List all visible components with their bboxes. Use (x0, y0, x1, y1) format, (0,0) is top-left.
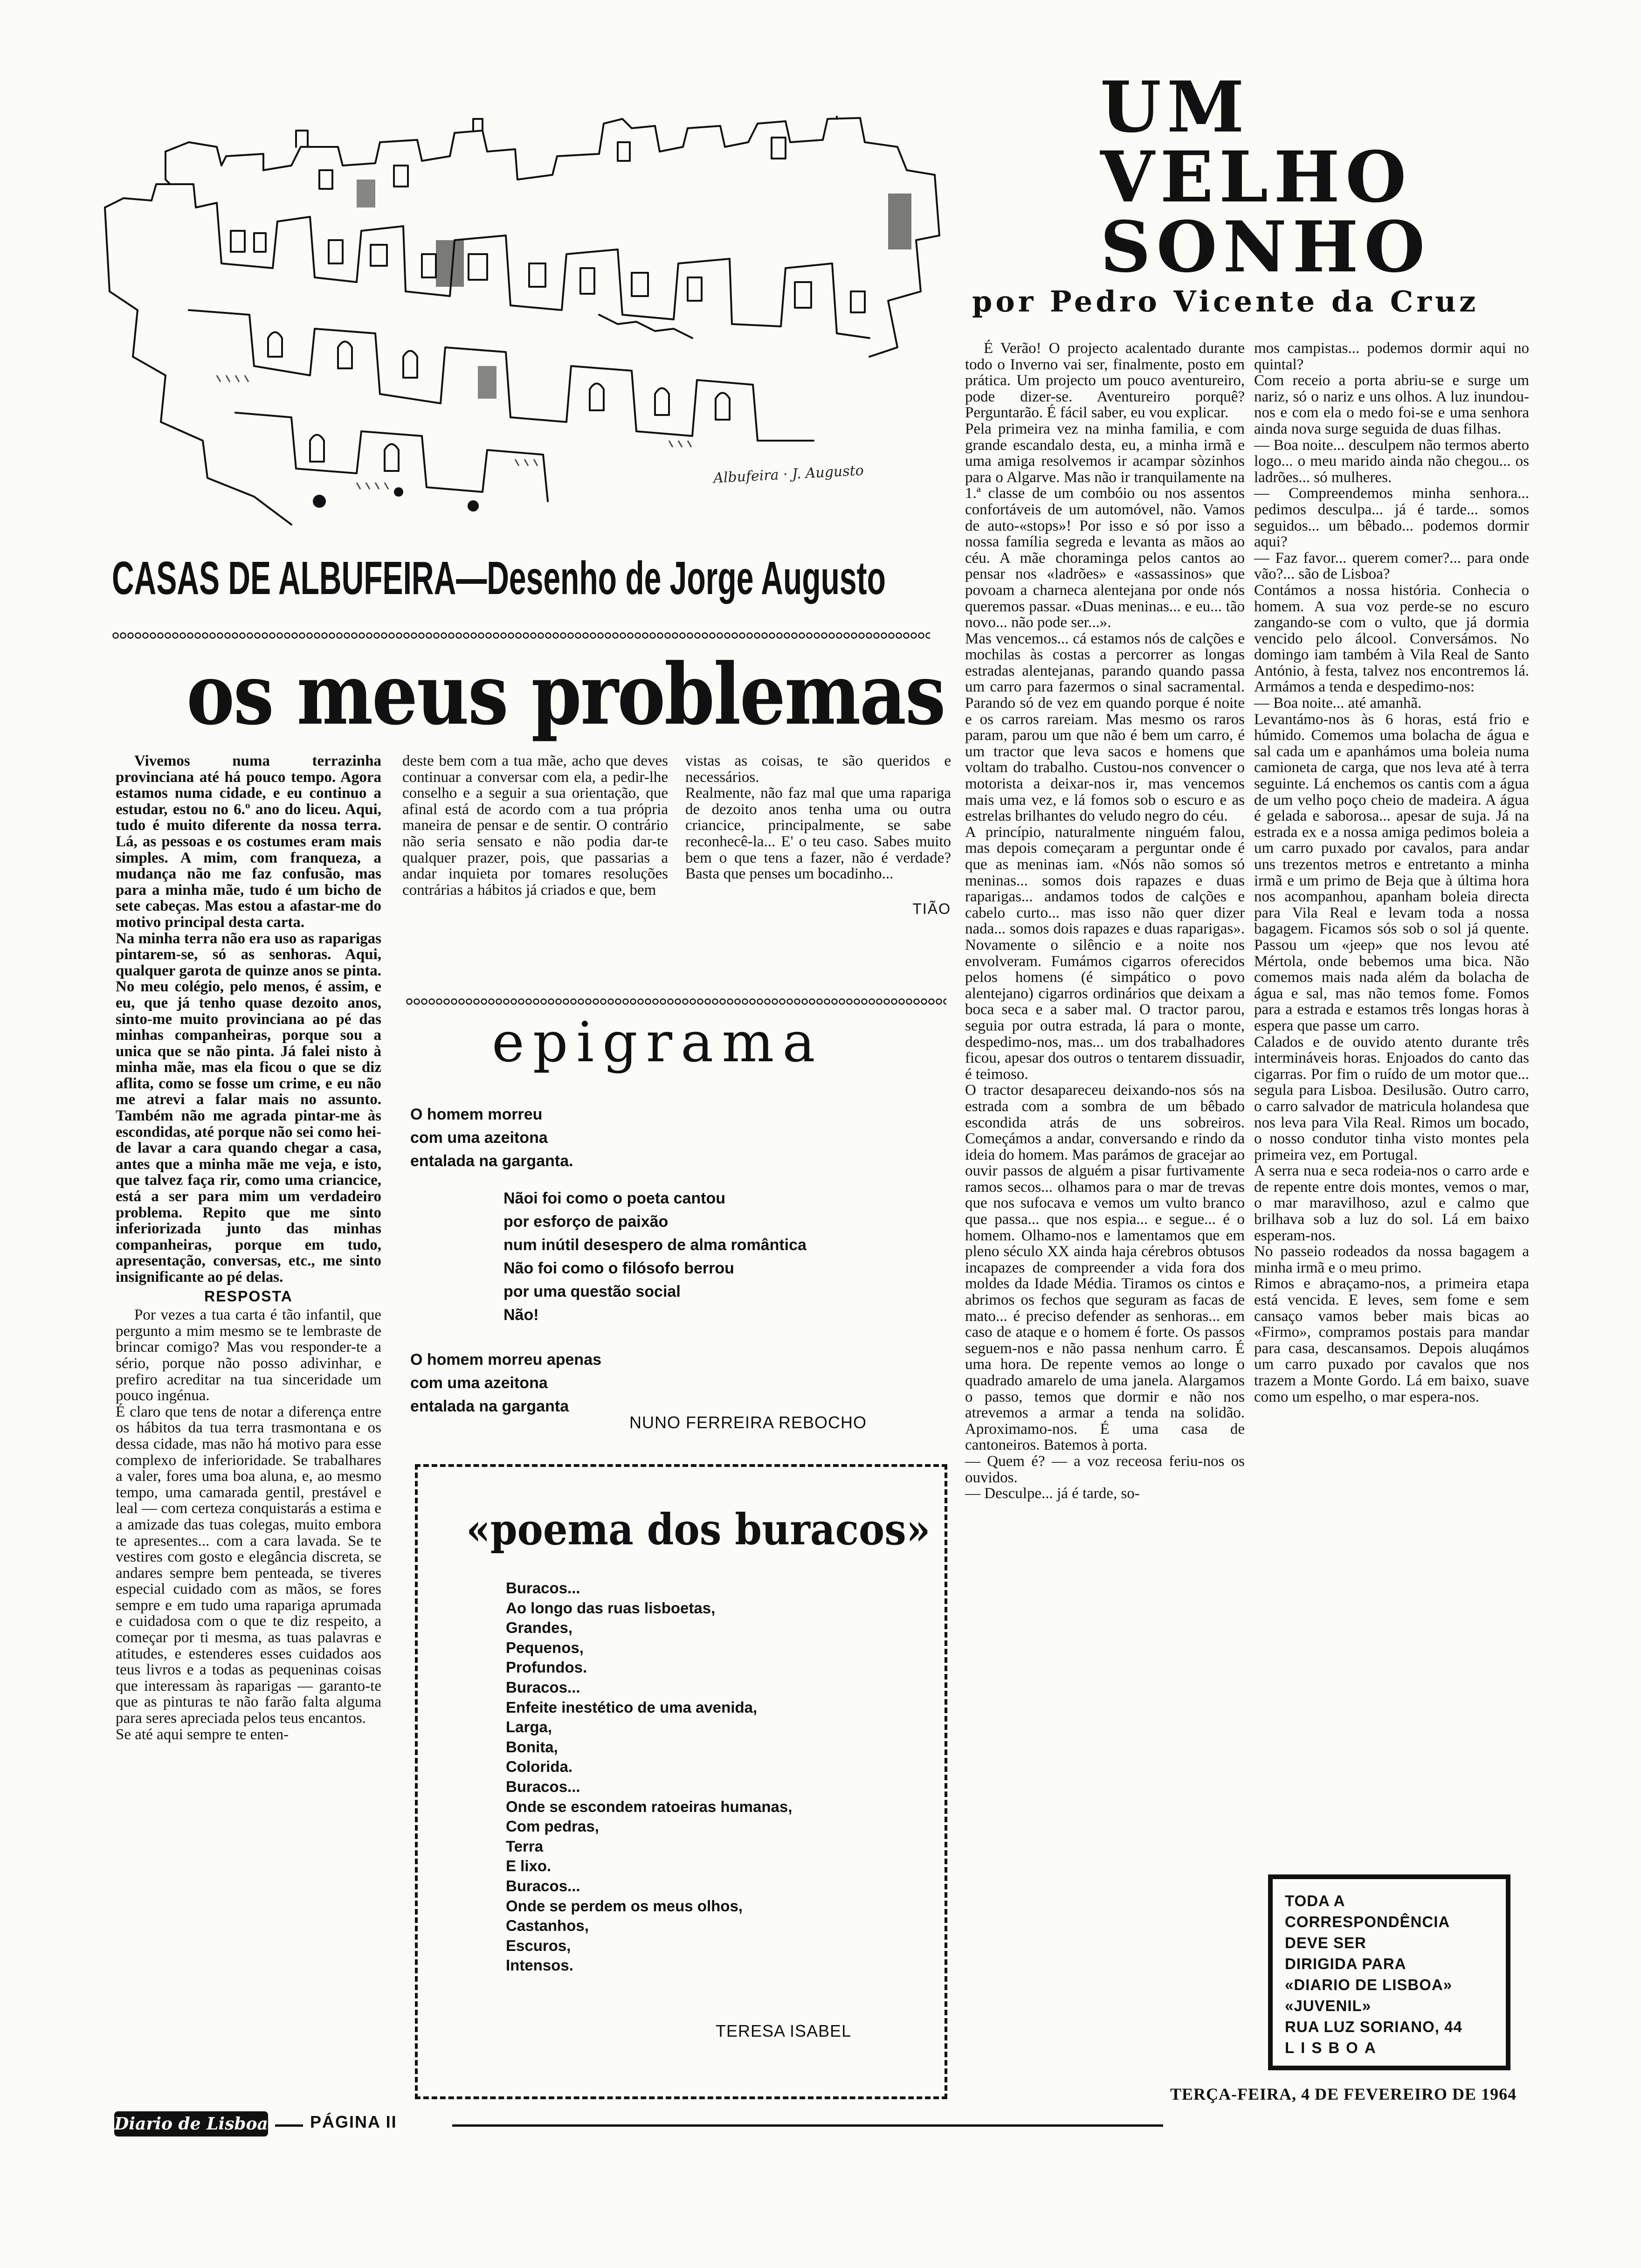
correspondence-line: RUA LUZ SORIANO, 44 (1285, 2018, 1462, 2035)
poem-line: O homem morreu (410, 1106, 543, 1123)
epigrama-stanza-3 (410, 1348, 942, 1418)
poem-line: Profundos. (506, 1659, 587, 1676)
poem-line: E lixo. (506, 1857, 552, 1875)
poem-line: Buracos... (506, 1777, 580, 1795)
poem-line: com uma azeitona (410, 1129, 548, 1147)
poem-line: Onde se perdem os meus olhos, (506, 1897, 743, 1915)
problems-heading: os meus problemas (186, 645, 945, 744)
poem-line: Ao longo das ruas lisboetas, (506, 1599, 716, 1617)
epigrama-stanza-2 (503, 1187, 942, 1327)
correspondence-line: «DIARIO DE LISBOA» (1285, 1976, 1453, 1993)
poem-line: Não! (503, 1306, 539, 1324)
story-title (1100, 66, 1431, 288)
epigrama-stanza-1 (410, 1103, 942, 1173)
poem-line: Buracos... (506, 1579, 580, 1597)
poem-line: Nãoi foi como o poeta cantou (503, 1189, 726, 1207)
story-text-col2: mos campistas... podemos dormir aqui no quintal? Com receio a porta abriu-se e surge um nariz, só o nariz e uns olhos. A luz inundou-nos e com ela o medo foi-se e uma senhora ainda nova surge seguida de duas filhas. — Boa noite... desculpem não termos aberto logo... o meu marido ainda não chegou... os ladrões... só mulheres. — Compreendemos minha senhora... pedimos desculpa... já é tarde... somos seguidos... um bêbado... podemos dormir aqui? — Faz favor... querem comer?... para onde vão?... são de Lisboa? Contámos a nossa história. Conhecia o homem. A sua voz perde-se no escuro zangando-se com o vulto, que já dormia vencido pelo álcool. Conversámos. No domingo iam também à Vila Real de Santo António, à festa, talvez nos encontremos lá. Armámos a tenda e despedimo-nos: — Boa noite... até amanhã. Levantámo-nos às 6 horas, está frio e húmido. Comemos uma bolacha de água e sal cada um e apanhámos uma boleia numa camioneta de carga, que nos leva até à terra seguinte. Lá enchemos os cantis com a água de um velho poço cheio de madeira. A água é gelada e saborosa... apesar de suja. Já na estrada ex e a nossa amiga pedimos boleia a um carro puxado por cavalos, para andar uns trezentos metros e entretanto a minha irmã e um primo de Beja que à última hora nos acompanhou, apanham boleia directa para Vila Real e levam toda a nossa bagagem. Ficamos sós sob o sol já quente. Passou um «jeep» que nos levou até Mértola, onde bebemos uma bica. Não comemos mais nada além da bolacha de água e sal, mas não temos fome. Fomos para a estrada e estamos três longas horas à espera que passe um carro. Calados e de ouvido atento durante três intermináveis horas. Enjoados do canto das cigarras. Por fim o ruído de um motor que... segula para Lisboa. Desilusão. Outro carro, o carro salvador de matricula holandesa que nos leva para Vila Real. Rimos um bocado, o nosso condutor tinha visto montes pela primeira vez, em Portugal. A serra nua e seca rodeia-nos o carro arde e de repente entre dois montes, vemos o mar, o mar maravilhoso, azul e calmo que brilhava sob a luz do sol. Lá em baixo esperam-nos. No passeio rodeados da nossa bagagem a minha irmã e o meu primo. Rimos e abraçamo-nos, a primeira etapa está vencida. E leves, sem fome e sem cansaço vamos beber mais bicas ao «Firmo», compramos postais para mandar para casa, descansamos. Depois aluqámos um carro puxado por cavalos que nos trazem a Monte Gordo. Lá em baixo, suave como um espelho, o mar espera-nos. (1254, 340, 1529, 1405)
poema-title: «poema dos buracos» (466, 1504, 931, 1555)
response-label: RESPOSTA (204, 1287, 293, 1305)
poem-line: entalada na garganta. (410, 1152, 573, 1170)
poema-lines (506, 1578, 792, 1976)
poema-author: TERESA ISABEL (716, 2021, 852, 2040)
footer-masthead (114, 2111, 268, 2137)
problems-column-3 (685, 753, 951, 917)
poem-line: Colorida. (506, 1758, 573, 1776)
poem-line: Enfeite inestético de uma avenida, (506, 1698, 758, 1716)
poem-line: por uma questão social (503, 1283, 681, 1300)
correspondence-line: «JUVENIL» (1285, 1997, 1372, 2014)
letter-text: Vivemos numa terrazinha provinciana até há pouco tempo. Agora estamos numa cidade, e eu continuo a estudar, estou no 6.º ano do liceu. Aqui, tudo é muito diferente da nossa terra. Lá, as pessoas e os costumes eram mais simples. A mim, com franqueza, a mudança não me faz confusão, mas para a minha mãe, tudo é um bicho de sete cabeças. Mas estou a afastar-me do motivo principal desta carta. Na minha terra não era uso as raparigas pintarem-se, só as senhoras. Aqui, qualquer garota de quinze anos se pinta. No meu colégio, pelo menos, é assim, e eu, que já tenho quase dezoito anos, sinto-me muito provinciana ao pé das minhas companheiras, porque sou a unica que se não pinta. Já falei nisto à minha mãe, mas ela ficou o que se diz aflita, como se fosse um crime, e eu não me atrevi a falar mais no assunto. Também não me agrada pintar-me às escondidas, até porque não sei como hei-de lavar a cara quando chegar a casa, antes que a minha mãe me veja, e isto, que talvez faça rir, como uma criancice, está a ser para mim um verdadeiro problema. Repito que me sinto inferiorizada junto das minhas companheiras, porque em tudo, apresentação, conversas, etc., me sinto insignificante ao pé delas. (116, 753, 381, 1286)
story-title-line: UM (1100, 66, 1250, 148)
poem-line: por esforço de paixão (503, 1213, 669, 1231)
poem-line: Onde se escondem ratoeiras humanas, (506, 1798, 793, 1815)
poem-line: Bonita, (506, 1738, 558, 1756)
poem-line: Buracos... (506, 1678, 580, 1696)
poem-line: Larga, (506, 1718, 552, 1736)
poem-line: Buracos... (506, 1877, 580, 1895)
correspondence-line: CORRESPONDÊNCIA (1285, 1913, 1450, 1930)
response-text-col1: Por vezes a tua carta é tão infantil, que pergunto a mim mesmo se te lembraste de brincar comigo? Mas vou responder-te a sério, porque não posso adivinhar, e prefiro acreditar na tua sinceridade um pouco ingénua. É claro que tens de notar a diferença entre os hábitos da tua terra trasmontana e os dessa cidade, mas não há motivo para esse complexo de inferioridade. Se trabalhares a valer, fores uma boa aluna, e, ao mesmo tempo, uma camarada gentil, prestável e leal — com certeza conquistarás a estima e a amizade das tuas colegas, muito embora te apresentes... com a cara lavada. Se te vestires com gosto e elegância discreta, se andares sempre bem penteada, se tiveres especial cuidado com as mãos, se fores sempre e em tudo uma rapariga aprumada e cuidadosa com o que te diz respeito, a começar por ti mesma, as tuas palavras e atitudes, e estenderes esses cuidados aos teus livros e a todas as pequeninas coisas que interessam às raparigas — garanto-te que as pinturas te não farão falta alguma para seres apreciada pelos teus encantos. Se até aqui sempre te enten- (116, 1307, 381, 1743)
response-text-col2: deste bem com a tua mãe, acho que deves continuar a conversar com ela, a pedir-lhe conselho e a seguir a sua orientação, que afinal está de acordo com a tua própria maneira de pensar e de sentir. O contrário não seria sensato e não podia dar-te qualquer prazer, pois, que passarias a andar inquieta por tomares resoluções contrárias a hábitos já criados e que, bem (402, 753, 668, 899)
decorative-ruler-epigrama (406, 998, 946, 1005)
poem-line: com uma azeitona (410, 1374, 548, 1392)
footer-rule-1 (275, 2124, 303, 2127)
footer-date: TERÇA-FEIRA, 4 DE FEVEREIRO DE 1964 (1170, 2085, 1517, 2103)
poem-line: Grandes, (506, 1619, 573, 1637)
story-title-line: VELHO (1100, 136, 1412, 218)
response-signature: TIÃO (912, 900, 951, 917)
epigrama-title: epigrama (492, 1010, 824, 1074)
story-title-line: SONHO (1100, 206, 1431, 288)
story-text-col1: É Verão! O projecto acalentado durante todo o Inverno vai ser, finalmente, posto em prática. Um projecto um pouco aventureiro, pode dizer-se. Aventureiro porquê? Perguntarão. É fácil saber, eu vou explicar. Pela primeira vez na minha familia, e com grande escandalo desta, eu, a minha irmã e uma amiga resolvemos ir acampar sòzinhos para o Algarve. Mas não ir tranquilamente na 1.ª classe de um combóio ou nos assentos confortáveis de um automóvel, não. Vamos de auto-«stops»! Por isso e só por isso a nossa família segreda e levanta as mãos ao céu. A mãe choraminga pelos cantos ao pensar nos «ladrões» e «assassinos» que povoam a charneca alentejana por onde nós queremos passar. «Duas meninas... e eu... tão novo... não pode ser...». Mas vencemos... cá estamos nós de calções e mochilas às costas a percorrer as longas estradas alentejanas, parando quando passa um carro para fazermos o sinal sacramental. Parando só de vez em quando porque é noite e os carros rareiam. Mas mesmo os raros param, parou um que não é bem um carro, é um tractor que leva sacos e homens que voltam do trabalho. Custou-nos convencer o motorista a deixar-nos ir, mas vencemos mais uma vez, e lá fomos sob o escuro e as estrelas brilhantes do veludo negro do céu. A princípio, naturalmente ninguém falou, mas depois começaram a perguntar onde é que as meninas iam. «Nós não somos só meninas... somos dois rapazes e duas raparigas... andamos todos de calções e cabelo curto... mas isso não quer dizer nada... somos dois rapazes e duas raparigas». Novamente o silêncio e a noite nos envolveram. Fumámos cigarros oferecidos pelos homens (é simpático o povo alentejano) cigarros ordinários que deixam a boca seca e a saber mal. O tractor parou, seguia por outra estrada, lá para o monte, despedimo-nos, mas... um dos trabalhadores ficou, apesar dos outros o tentarem dissuadir, é teimoso. O tractor desapareceu deixando-nos sós na estrada com a sombra de um bêbado escondida atrás de uns sobreiros. Começámos a andar, conversando e rindo da ideia do homem. Mas parámos de gracejar ao ouvir passos de alguém a pisar furtivamente ramos secos... olhamos para o mar de trevas que nos sufocava e vemos um vulto branco que passa... que nos espia... e segue... é o homem. Olhamo-nos e lamentamos que em pleno século XX ainda haja cérebros obtusos incapazes de compreender a vida fora dos moldes da Idade Média. Tiramos os cintos e abrimos os fechos que seguram as facas de mato... é preciso defender as senhoras... em caso de ataque e o homem é forte. Os passos seguem-nos e não passa nenhum carro. É uma hora. De repente vemos ao longe o quadrado amarelo de uma janela. Alargamos o passo, temos que dormir e não nos atrevemos a armar a tenda na solidão. Aproximamo-nos. É uma casa de cantoneiros. Batemos à porta. — Quem é? — a voz receosa feriu-nos os ouvidos. — Desculpe... já é tarde, so- (965, 340, 1245, 1502)
correspondence-line: DEVE SER (1285, 1934, 1366, 1951)
correspondence-line: TODA A (1285, 1892, 1345, 1909)
poem-line: Com pedras, (506, 1818, 599, 1835)
epigrama-poem (410, 1103, 942, 1418)
poem-line: entalada na garganta (410, 1397, 569, 1415)
story-byline: por Pedro Vicente da Cruz (972, 284, 1479, 318)
poem-line: O homem morreu apenas (410, 1351, 602, 1369)
caption-title: CASAS DE ALBUFEIRA (112, 552, 456, 604)
footer-rule-2 (452, 2124, 1163, 2127)
response-text-col3: vistas as coisas, te são queridos e necessários. Realmente, não faz mal que uma rapariga de dezoito anos tenha uma ou outra criancice, principalmente, se sabe reconhecê-la... E' o teu caso. Sabes muito bem o que tens a fazer, não é verdade? Basta que penses um bocadinho... (685, 753, 951, 883)
masthead-text: Diario de Lisboa (114, 2114, 268, 2134)
poem-line: Não foi como o filósofo berrou (503, 1259, 734, 1277)
story-column-2 (1254, 340, 1529, 1405)
correspondence-line: LISBOA (1285, 2039, 1382, 2056)
poem-line: Pequenos, (506, 1639, 584, 1656)
footer-page: PÁGINA II (310, 2112, 397, 2131)
epigrama-author: NUNO FERREIRA REBOCHO (629, 1413, 867, 1432)
story-column-1 (965, 340, 1245, 1502)
artist-signature: Albufeira · J. Augusto (713, 462, 864, 487)
correspondence-line: DIRIGIDA PARA (1285, 1955, 1407, 1972)
poem-line: Terra (506, 1837, 544, 1855)
poem-line: Intensos. (506, 1957, 573, 1974)
problems-column-1 (116, 753, 381, 1742)
poem-line: num inútil desespero de alma romântica (503, 1236, 807, 1254)
poem-line: Escuros, (506, 1936, 571, 1954)
poem-line: Castanhos, (506, 1917, 589, 1935)
correspondence-box (1268, 1874, 1510, 2070)
caption-separator: — (456, 552, 487, 604)
problems-column-2 (402, 753, 668, 898)
decorative-ruler-top (112, 632, 930, 639)
caption-author: Desenho de Jorge Augusto (487, 552, 886, 604)
